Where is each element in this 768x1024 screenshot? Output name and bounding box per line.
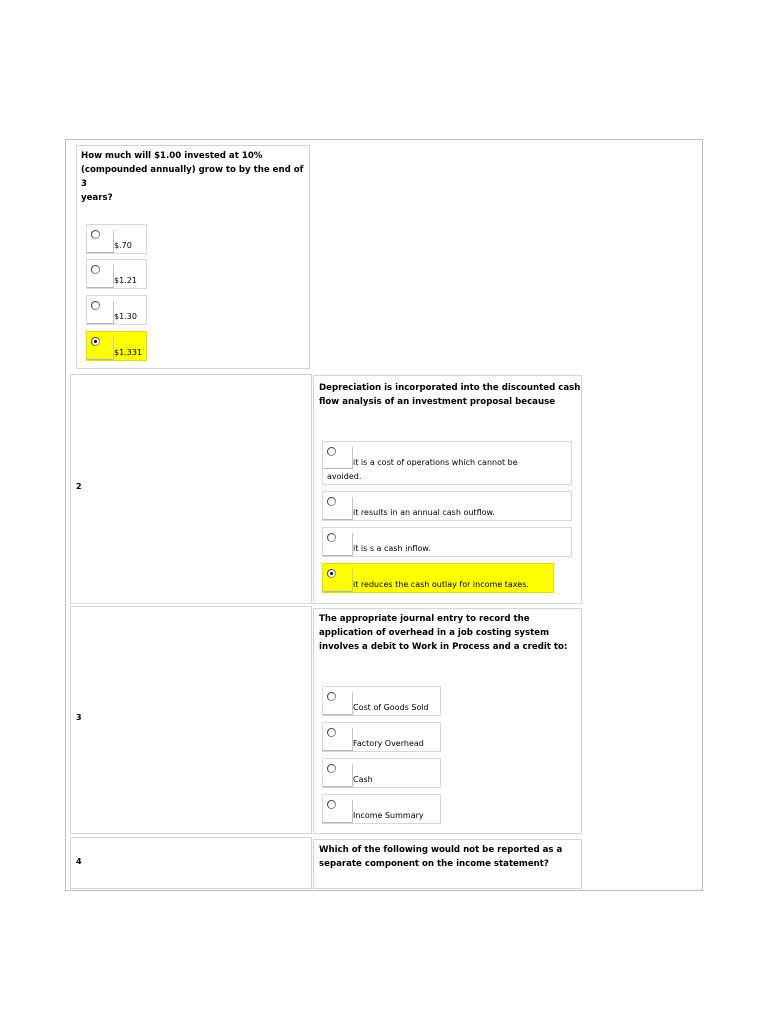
radio-button-icon[interactable] (327, 764, 336, 773)
radio-button-icon[interactable] (327, 497, 336, 506)
radio-button-icon[interactable] (91, 230, 100, 239)
option-label: it results in an annual cash outflow. (353, 508, 495, 517)
option-label: $1.21 (114, 276, 137, 285)
radio-button-checked-icon[interactable] (327, 569, 336, 578)
radio-button-icon[interactable] (327, 800, 336, 809)
option-label: Factory Overhead (353, 739, 424, 748)
question-1-option-1[interactable] (86, 224, 147, 254)
radio-button-checked-icon[interactable] (91, 337, 100, 346)
option-label: Cost of Goods Sold (353, 703, 429, 712)
question-number: 2 (76, 482, 82, 491)
question-3-number-cell (70, 606, 312, 834)
radio-button-icon[interactable] (327, 533, 336, 542)
question-3-option-2[interactable] (322, 722, 441, 752)
option-label: it is a cost of operations which cannot be (353, 458, 518, 467)
question-2-option-1[interactable] (322, 441, 572, 485)
question-2-number-cell (70, 374, 312, 604)
question-1-text: How much will $1.00 invested at 10% (compounded annually) grow to by the end of 3 years? (81, 151, 304, 203)
option-label: Income Summary (353, 811, 424, 820)
option-label: $1.331 (114, 348, 142, 357)
question-2-text: Depreciation is incorporated into the discounted cash flow analysis of an investment proposal because (319, 383, 581, 407)
option-label: it reduces the cash outlay for income taxes. (353, 580, 529, 589)
question-3-text: The appropriate journal entry to record the application of overhead in a job costing system involves a debit to Work in Process and a credit to: (319, 614, 568, 652)
option-label: it is s a cash inflow. (353, 544, 431, 553)
question-3-option-3[interactable] (322, 758, 441, 788)
radio-button-icon[interactable] (327, 728, 336, 737)
question-2-option-4[interactable] (322, 563, 554, 593)
question-4-number-cell (70, 837, 312, 889)
question-4-text: Which of the following would not be reported as a separate component on the income statement? (319, 845, 563, 869)
radio-button-icon[interactable] (91, 301, 100, 310)
question-3-option-1[interactable] (322, 686, 441, 716)
radio-button-icon[interactable] (91, 265, 100, 274)
question-number: 4 (76, 857, 82, 866)
question-number: 3 (76, 713, 82, 722)
question-1-option-3[interactable] (86, 295, 147, 325)
radio-button-icon[interactable] (327, 447, 336, 456)
radio-button-icon[interactable] (327, 692, 336, 701)
question-1-option-2[interactable] (86, 259, 147, 289)
option-label: $1.30 (114, 312, 137, 321)
option-label: Cash (353, 775, 373, 784)
option-label-continued: avoided. (327, 472, 362, 481)
question-3-option-4[interactable] (322, 794, 441, 824)
question-1-option-4[interactable] (86, 331, 147, 361)
question-2-option-2[interactable] (322, 491, 572, 521)
question-2-option-3[interactable] (322, 527, 572, 557)
option-label: $.70 (114, 241, 132, 250)
